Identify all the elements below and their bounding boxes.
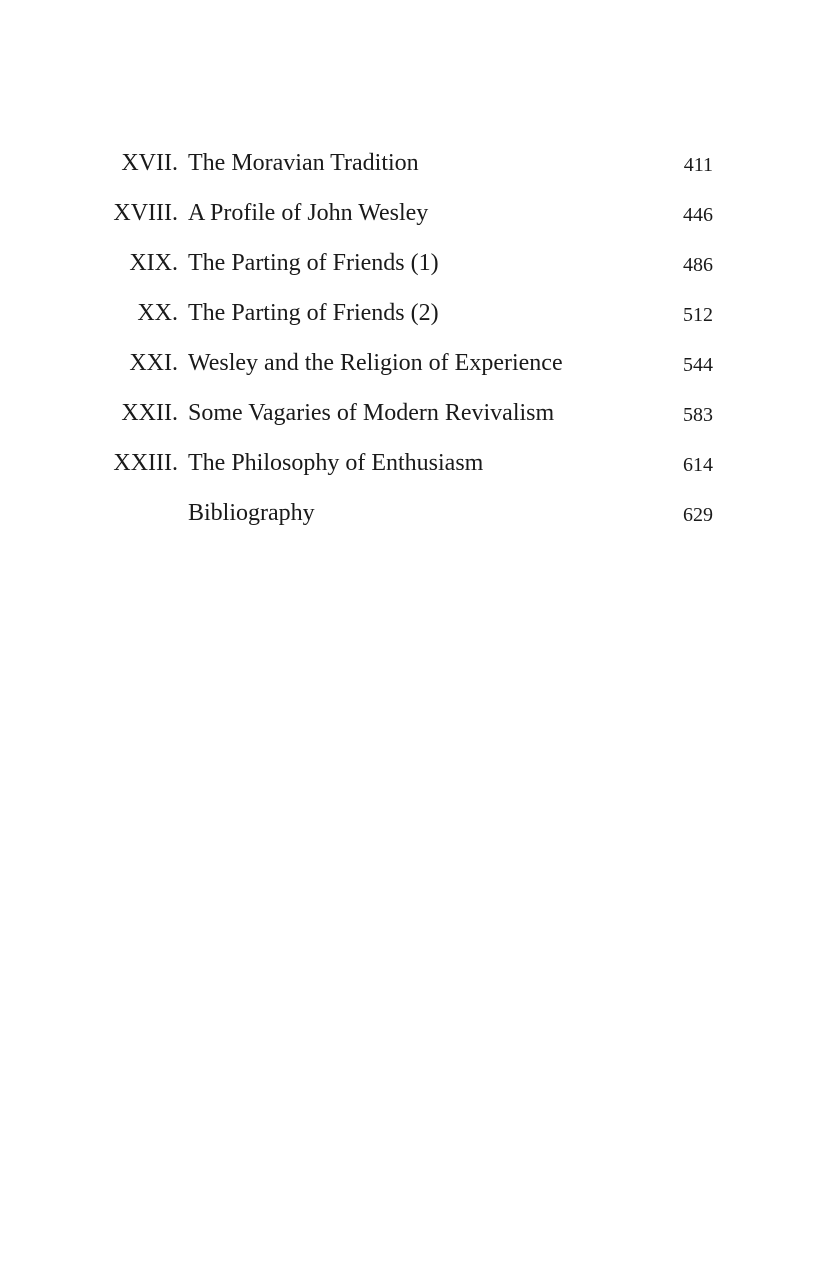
page-number: 486 <box>683 254 713 276</box>
toc-entry-chapter-23 <box>0 440 825 490</box>
chapter-title: Some Vagaries of Modern Revivalism <box>188 400 555 426</box>
chapter-number: XXIII. <box>113 450 178 476</box>
chapter-number: XXI. <box>129 350 178 376</box>
toc-entry-chapter-21 <box>0 340 825 390</box>
table-of-contents <box>0 140 825 540</box>
chapter-number: XVIII. <box>113 200 178 226</box>
page-number: 446 <box>683 204 713 226</box>
toc-entry-chapter-19 <box>0 240 825 290</box>
chapter-number: XVII. <box>121 150 178 176</box>
chapter-number: XIX. <box>129 250 178 276</box>
toc-entry-chapter-17 <box>0 140 825 190</box>
page-number: 614 <box>683 454 713 476</box>
chapter-title: Wesley and the Religion of Experience <box>188 350 563 376</box>
chapter-title: The Parting of Friends (2) <box>188 300 439 326</box>
page-number: 512 <box>683 304 713 326</box>
chapter-title: The Moravian Tradition <box>188 150 419 176</box>
toc-entry-chapter-20 <box>0 290 825 340</box>
chapter-title: A Profile of John Wesley <box>188 200 429 226</box>
chapter-number: XX. <box>137 300 178 326</box>
chapter-title: Bibliography <box>188 500 315 526</box>
toc-entry-chapter-18 <box>0 190 825 240</box>
page-number: 544 <box>683 354 713 376</box>
page-number: 629 <box>683 504 713 526</box>
chapter-number: XXII. <box>121 400 178 426</box>
page-number: 583 <box>683 404 713 426</box>
toc-entry-bibliography <box>0 490 825 540</box>
chapter-title: The Parting of Friends (1) <box>188 250 439 276</box>
toc-entry-chapter-22 <box>0 390 825 440</box>
chapter-title: The Philosophy of Enthusiasm <box>188 450 484 476</box>
page-number: 411 <box>683 154 713 176</box>
